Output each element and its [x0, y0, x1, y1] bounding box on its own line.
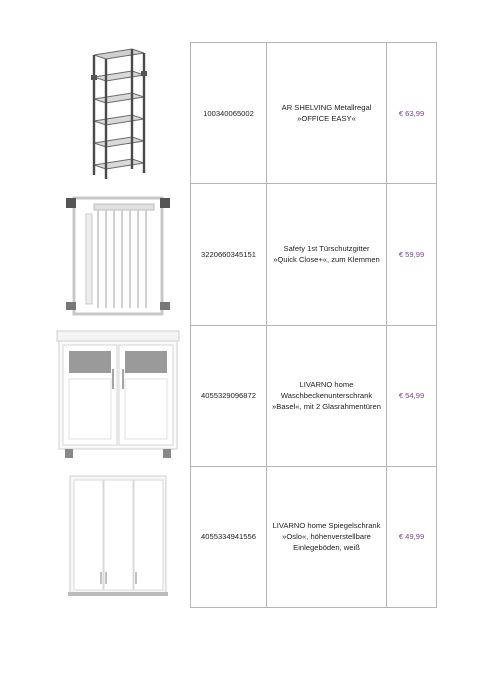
safety-gate-icon — [50, 183, 185, 324]
description-line: »Quick Close+«, zum Klemmen — [273, 255, 380, 265]
price-cell: € 59,99 — [387, 184, 437, 325]
description-line: »OFFICE EASY« — [297, 114, 356, 124]
description-line: »Oslo«, höhenverstellbare — [282, 532, 371, 542]
description-line: Waschbeckenunterschrank — [280, 391, 373, 401]
price-cell: € 63,99 — [387, 43, 437, 184]
sku-cell: 3220660345151 — [191, 184, 267, 325]
mirror-cabinet-icon — [50, 465, 185, 606]
metal-shelving-icon — [50, 42, 185, 183]
price-cell: € 54,99 — [387, 325, 437, 466]
description-line: LIVARNO home Spiegelschrank — [272, 521, 381, 531]
table-row — [191, 325, 437, 466]
sku-cell: 100340065002 — [191, 43, 267, 184]
description-line: Einlegeböden, weiß — [293, 543, 360, 553]
table-row — [191, 184, 437, 325]
table-row — [191, 466, 437, 607]
description-line: »Basel«, mit 2 Glasrahmentüren — [272, 402, 381, 412]
sku-cell: 4055334941556 — [191, 466, 267, 607]
description-cell — [267, 325, 387, 466]
sink-cabinet-icon — [50, 324, 185, 465]
description-cell — [267, 43, 387, 184]
product-table — [190, 42, 437, 608]
description-cell — [267, 184, 387, 325]
description-line: Safety 1st Türschutzgitter — [283, 244, 370, 254]
description-line: LIVARNO home — [299, 380, 354, 390]
table-row — [191, 43, 437, 184]
description-cell — [267, 466, 387, 607]
price-cell: € 49,99 — [387, 466, 437, 607]
description-line: AR SHELVING Metallregal — [281, 103, 372, 113]
sku-cell: 4055329096872 — [191, 325, 267, 466]
